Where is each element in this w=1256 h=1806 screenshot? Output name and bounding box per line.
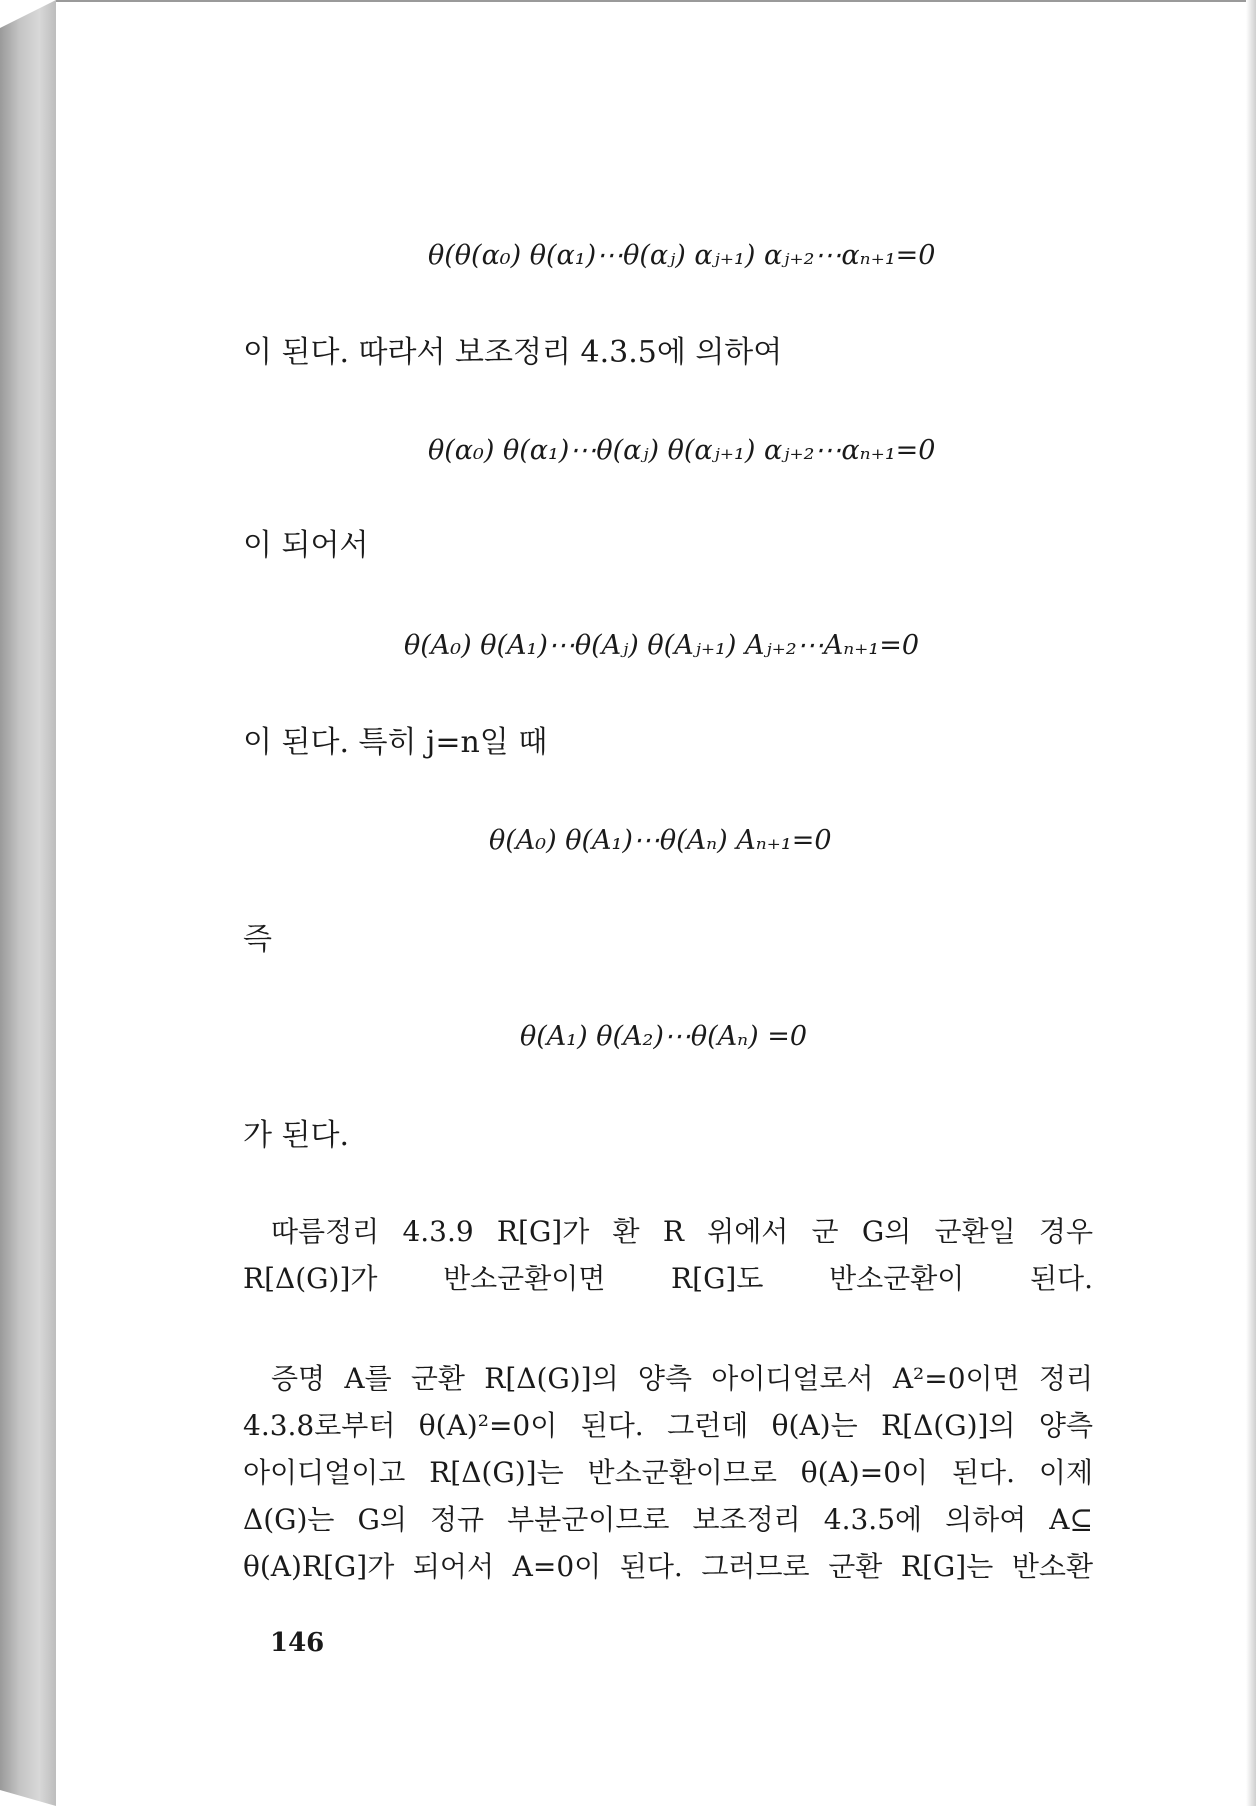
- equation-5: θ(A₁) θ(A₂)⋯θ(Aₙ) =0: [520, 1021, 808, 1052]
- text-line-4: 즉: [243, 922, 272, 957]
- equation-3: θ(A₀) θ(A₁)⋯θ(Aⱼ) θ(Aⱼ₊₁) Aⱼ₊₂⋯Aₙ₊₁=0: [404, 630, 920, 661]
- page-number: 146: [270, 1628, 325, 1658]
- equation-1: θ(θ(α₀) θ(α₁)⋯θ(αⱼ) αⱼ₊₁) αⱼ₊₂⋯αₙ₊₁=0: [428, 240, 936, 271]
- page-right-edge: [1246, 0, 1256, 1806]
- text-line-5: 가 된다.: [243, 1118, 350, 1153]
- corollary-paragraph: [243, 1208, 1093, 1302]
- corollary-line-1: 따름정리 4.3.9 R[G]가 환 R 위에서 군 G의 군환일 경우: [271, 1215, 1093, 1248]
- proof-line-1: 증명 A를 군환 R[Δ(G)]의 양측 아이디얼로서 A²=0이면 정리: [271, 1362, 1093, 1395]
- text-line-2: 이 되어서: [243, 528, 369, 563]
- proof-line-3: 아이디얼이고 R[Δ(G)]는 반소군환이므로 θ(A)=0이 된다. 이제: [243, 1456, 1093, 1489]
- text-line-3: 이 된다. 특히 j=n일 때: [243, 725, 548, 760]
- corollary-line-2: R[Δ(G)]가 반소군환이면 R[G]도 반소군환이 된다.: [243, 1262, 1093, 1295]
- proof-paragraph: [243, 1355, 1093, 1590]
- equation-4: θ(A₀) θ(A₁)⋯θ(Aₙ) Aₙ₊₁=0: [489, 825, 832, 856]
- book-spine-edge: [0, 0, 56, 1806]
- proof-line-4: Δ(G)는 G의 정규 부분군이므로 보조정리 4.3.5에 의하여 A⊆: [243, 1503, 1093, 1536]
- proof-line-5: θ(A)R[G]가 되어서 A=0이 된다. 그러므로 군환 R[G]는 반소환: [243, 1550, 1093, 1583]
- equation-2: θ(α₀) θ(α₁)⋯θ(αⱼ) θ(αⱼ₊₁) αⱼ₊₂⋯αₙ₊₁=0: [428, 435, 936, 466]
- proof-line-2: 4.3.8로부터 θ(A)²=0이 된다. 그런데 θ(A)는 R[Δ(G)]의 양측: [243, 1409, 1093, 1442]
- text-line-1: 이 된다. 따라서 보조정리 4.3.5에 의하여: [243, 335, 783, 370]
